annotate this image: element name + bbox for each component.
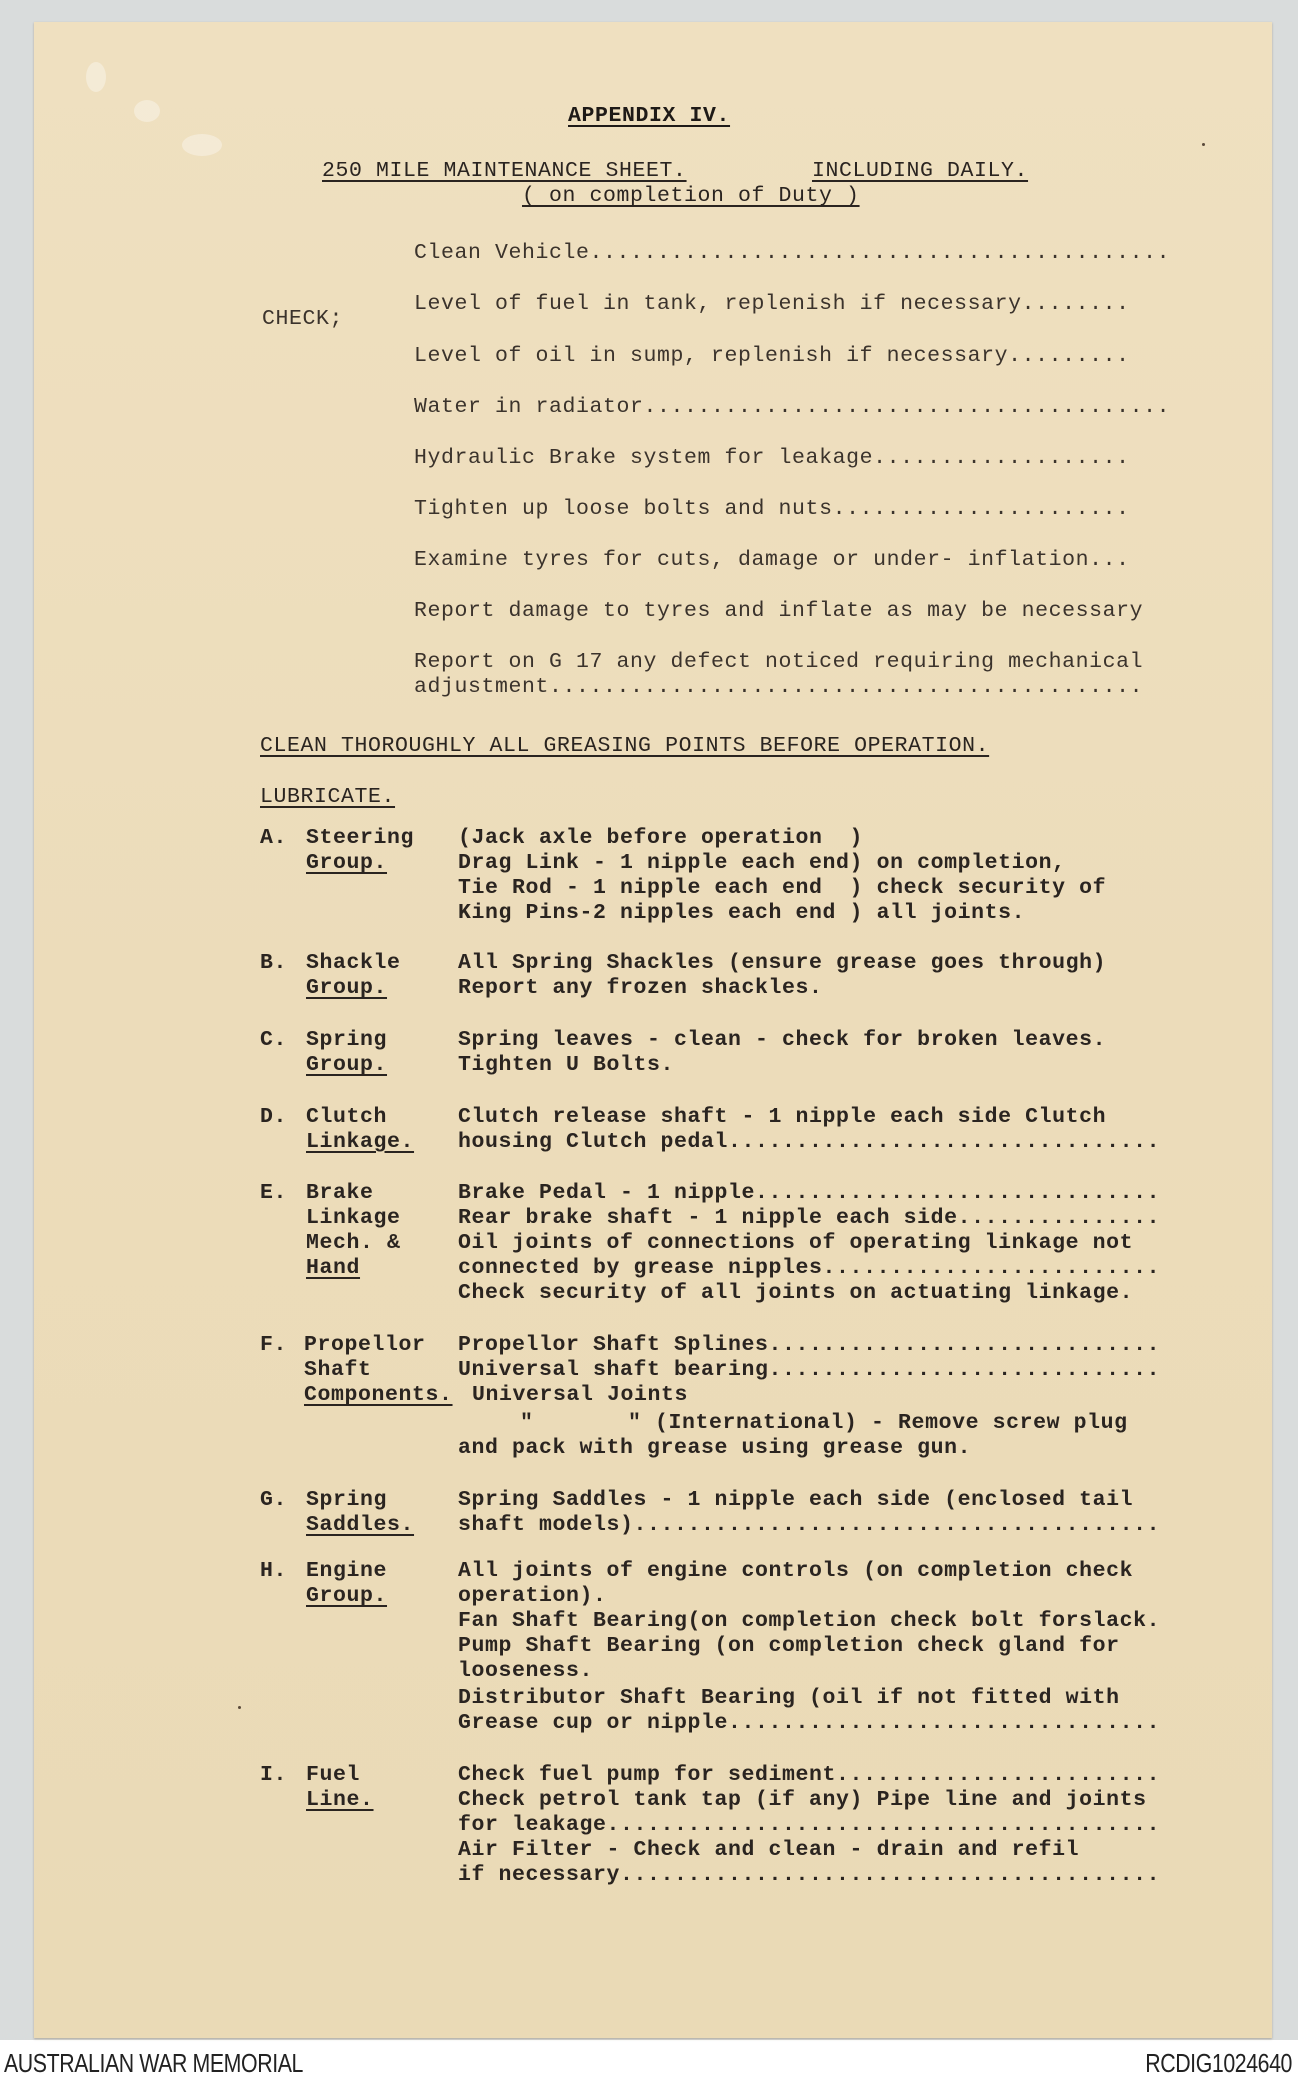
group-letter: H.: [260, 1559, 288, 1583]
group-line: Grease cup or nipple................................: [458, 1711, 1161, 1735]
check-item: Hydraulic Brake system for leakage...................: [414, 446, 1130, 470]
sheet-title: 250 MILE MAINTENANCE SHEET.: [322, 159, 687, 183]
sheet-note: ( on completion of Duty ): [522, 184, 860, 208]
check-item: adjustment............................................: [414, 675, 1144, 699]
group-line: Spring leaves - clean - check for broken leaves.: [458, 1028, 1107, 1052]
lubricate-heading: LUBRICATE.: [260, 785, 396, 809]
group-name: Group.: [306, 1584, 388, 1608]
group-name: Linkage.: [306, 1130, 415, 1154]
check-item: Examine tyres for cuts, damage or under- inflation...: [414, 548, 1130, 572]
group-line: housing Clutch pedal................................: [458, 1130, 1161, 1154]
group-name: Spring: [306, 1488, 388, 1512]
group-letter: A.: [260, 826, 288, 850]
check-item: Water in radiator.......................................: [414, 395, 1171, 419]
group-name: Hand: [306, 1256, 361, 1280]
group-line: King Pins-2 nipples each end ) all joints.: [458, 901, 1026, 925]
group-line: Pump Shaft Bearing (on completion check gland for: [458, 1634, 1120, 1658]
group-letter: D.: [260, 1105, 288, 1129]
group-letter: E.: [260, 1181, 288, 1205]
group-line: Drag Link - 1 nipple each end) on completion,: [458, 851, 1066, 875]
check-label: CHECK;: [262, 307, 344, 331]
check-item: Clean Vehicle...........................................: [414, 241, 1171, 265]
group-letter: F.: [260, 1333, 288, 1357]
group-line: Oil joints of connections of operating linkage not: [458, 1231, 1134, 1255]
group-name: Shackle: [306, 951, 401, 975]
group-line: Tie Rod - 1 nipple each end ) check security of: [458, 876, 1107, 900]
institution-name: AUSTRALIAN WAR MEMORIAL: [4, 2048, 303, 2078]
group-letter: C.: [260, 1028, 288, 1052]
group-line: connected by grease nipples.........................: [458, 1256, 1161, 1280]
group-letter: B.: [260, 951, 288, 975]
group-line: Tighten U Bolts.: [458, 1053, 675, 1077]
group-name: Line.: [306, 1788, 374, 1812]
group-letter: I.: [260, 1763, 288, 1787]
group-line: Air Filter - Check and clean - drain and refil: [458, 1838, 1080, 1862]
group-name: Group.: [306, 851, 388, 875]
group-line: Check security of all joints on actuating linkage.: [458, 1281, 1134, 1305]
group-line: All joints of engine controls (on completion check: [458, 1559, 1134, 1583]
group-line: for leakage.........................................: [458, 1813, 1161, 1837]
clean-heading: CLEAN THOROUGHLY ALL GREASING POINTS BEFORE OPERATION.: [260, 734, 990, 758]
group-name: Linkage: [306, 1206, 401, 1230]
check-item: Tighten up loose bolts and nuts......................: [414, 497, 1130, 521]
group-line: and pack with grease using grease gun.: [458, 1436, 972, 1460]
group-line: Rear brake shaft - 1 nipple each side...............: [458, 1206, 1161, 1230]
appendix-title: APPENDIX IV.: [568, 104, 731, 128]
group-name: Mech. &: [306, 1231, 401, 1255]
check-item: Report on G 17 any defect noticed requiring mechanical: [414, 650, 1144, 674]
group-line: Spring Saddles - 1 nipple each side (enclosed tail: [458, 1488, 1134, 1512]
group-line: Universal Joints: [472, 1383, 689, 1407]
group-name: Steering: [306, 826, 415, 850]
group-line: if necessary........................................: [458, 1863, 1161, 1887]
group-name: Saddles.: [306, 1513, 415, 1537]
sheet-subtitle: INCLUDING DAILY.: [812, 159, 1029, 183]
group-line: looseness.: [458, 1659, 594, 1683]
group-line: operation).: [458, 1584, 607, 1608]
group-name: Spring: [306, 1028, 388, 1052]
group-name: Brake: [306, 1181, 374, 1205]
group-letter: G.: [260, 1488, 288, 1512]
group-line: Universal shaft bearing.............................: [458, 1358, 1161, 1382]
record-id: RCDIG1024640: [1145, 2048, 1292, 2078]
group-line: Check petrol tank tap (if any) Pipe line and joints: [458, 1788, 1147, 1812]
paper-speck: [1202, 143, 1205, 146]
group-name: Clutch: [306, 1105, 388, 1129]
group-name: Propellor: [304, 1333, 426, 1357]
group-line: shaft models).......................................: [458, 1513, 1161, 1537]
group-line: " " (International) - Remove screw plug: [520, 1411, 1128, 1435]
check-item: Level of oil in sump, replenish if necessary.........: [414, 344, 1130, 368]
group-name: Fuel: [306, 1763, 361, 1787]
group-line: Check fuel pump for sediment........................: [458, 1763, 1161, 1787]
group-line: Distributor Shaft Bearing (oil if not fitted with: [458, 1686, 1120, 1710]
group-line: Clutch release shaft - 1 nipple each side Clutch: [458, 1105, 1107, 1129]
group-line: (Jack axle before operation ): [458, 826, 864, 850]
group-line: Propellor Shaft Splines.............................: [458, 1333, 1161, 1357]
group-line: Brake Pedal - 1 nipple..............................: [458, 1181, 1161, 1205]
group-name: Shaft: [304, 1358, 372, 1382]
check-item: Level of fuel in tank, replenish if necessary........: [414, 292, 1130, 316]
group-name: Engine: [306, 1559, 388, 1583]
paper-speck: [238, 1706, 241, 1709]
group-line: Report any frozen shackles.: [458, 976, 823, 1000]
group-line: Fan Shaft Bearing(on completion check bolt forslack.: [458, 1609, 1161, 1633]
group-name: Components.: [304, 1383, 453, 1407]
group-name: Group.: [306, 976, 388, 1000]
group-name: Group.: [306, 1053, 388, 1077]
archive-footer: [0, 2042, 1298, 2082]
check-item: Report damage to tyres and inflate as may be necessary: [414, 599, 1144, 623]
group-line: All Spring Shackles (ensure grease goes through): [458, 951, 1107, 975]
